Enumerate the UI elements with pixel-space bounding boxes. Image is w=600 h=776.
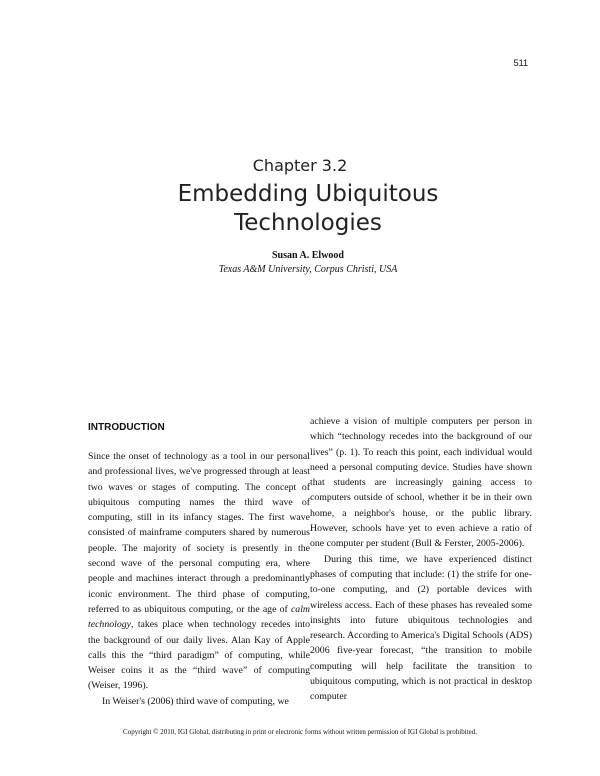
- paragraph-text: Since the onset of technology as a tool in our personal and professional lives, we've progressed through at least two waves or stages of computing. The concept of ubiquitous computing names the third wave of computing, still in its infancy stages. The first wave consisted of mainframe computers shared by numerous people. The majority of society is presently in the second wave of the personal computing era, where people and machines interact through a predominantly iconic environment. The third phase of computing, referred to as ubiquitous computing, or the age of: [88, 451, 310, 615]
- paragraph: achieve a vision of multiple computers per person in which “technology recedes into the background of our lives” (p. 1). To reach this point, each individual would need a personal computing device. Studies have shown that students are increasingly gaining access to computers outside of school, whether it be in their own home, a neighbor's house, or the public library. However, schools have yet to even achieve a ratio of one computer per student (Bull & Ferster, 2005-2006).: [310, 416, 532, 550]
- paragraph-text: , takes place when technology recedes into the background of our daily lives. Alan Kay of Apple calls this the “third paradigm” of computing, while Weiser coins it as the “third wave” of computing (Weiser, 1996).: [88, 619, 310, 692]
- emphasis-text: calm technology: [88, 603, 310, 631]
- chapter-label: Chapter 3.2: [252, 156, 348, 175]
- copyright-footer: Copyright © 2010, IGI Global, distributing in print or electronic forms without written permission of IGI Global is prohibited.: [123, 728, 477, 736]
- left-column: [88, 420, 310, 709]
- paragraph: [88, 449, 310, 694]
- section-heading: INTRODUCTION: [88, 422, 165, 433]
- author-affiliation: Texas A&M University, Corpus Christi, USA: [218, 264, 398, 275]
- chapter-title: [0, 180, 600, 238]
- author-name: Susan A. Elwood: [272, 250, 344, 261]
- paragraph: In Weiser's (2006) third wave of computing, we: [102, 695, 289, 707]
- title-line-1: Embedding Ubiquitous: [177, 181, 439, 207]
- page-number: 511: [513, 58, 528, 68]
- right-column: [310, 414, 532, 705]
- paragraph: During this time, we have experienced distinct phases of computing that include: (1) the strife for one-to-one computing, and (2) portable devices with wireless access. Each of these phases has revealed some insights into future ubiquitous technologies and research. According to America's Digital Schools (ADS) 2006 five-year forecast, “the transition to mobile computing will help facilitate the transition to ubiquitous computing, which is not practical in desktop computer: [310, 553, 532, 703]
- title-line-2: Technologies: [234, 210, 382, 236]
